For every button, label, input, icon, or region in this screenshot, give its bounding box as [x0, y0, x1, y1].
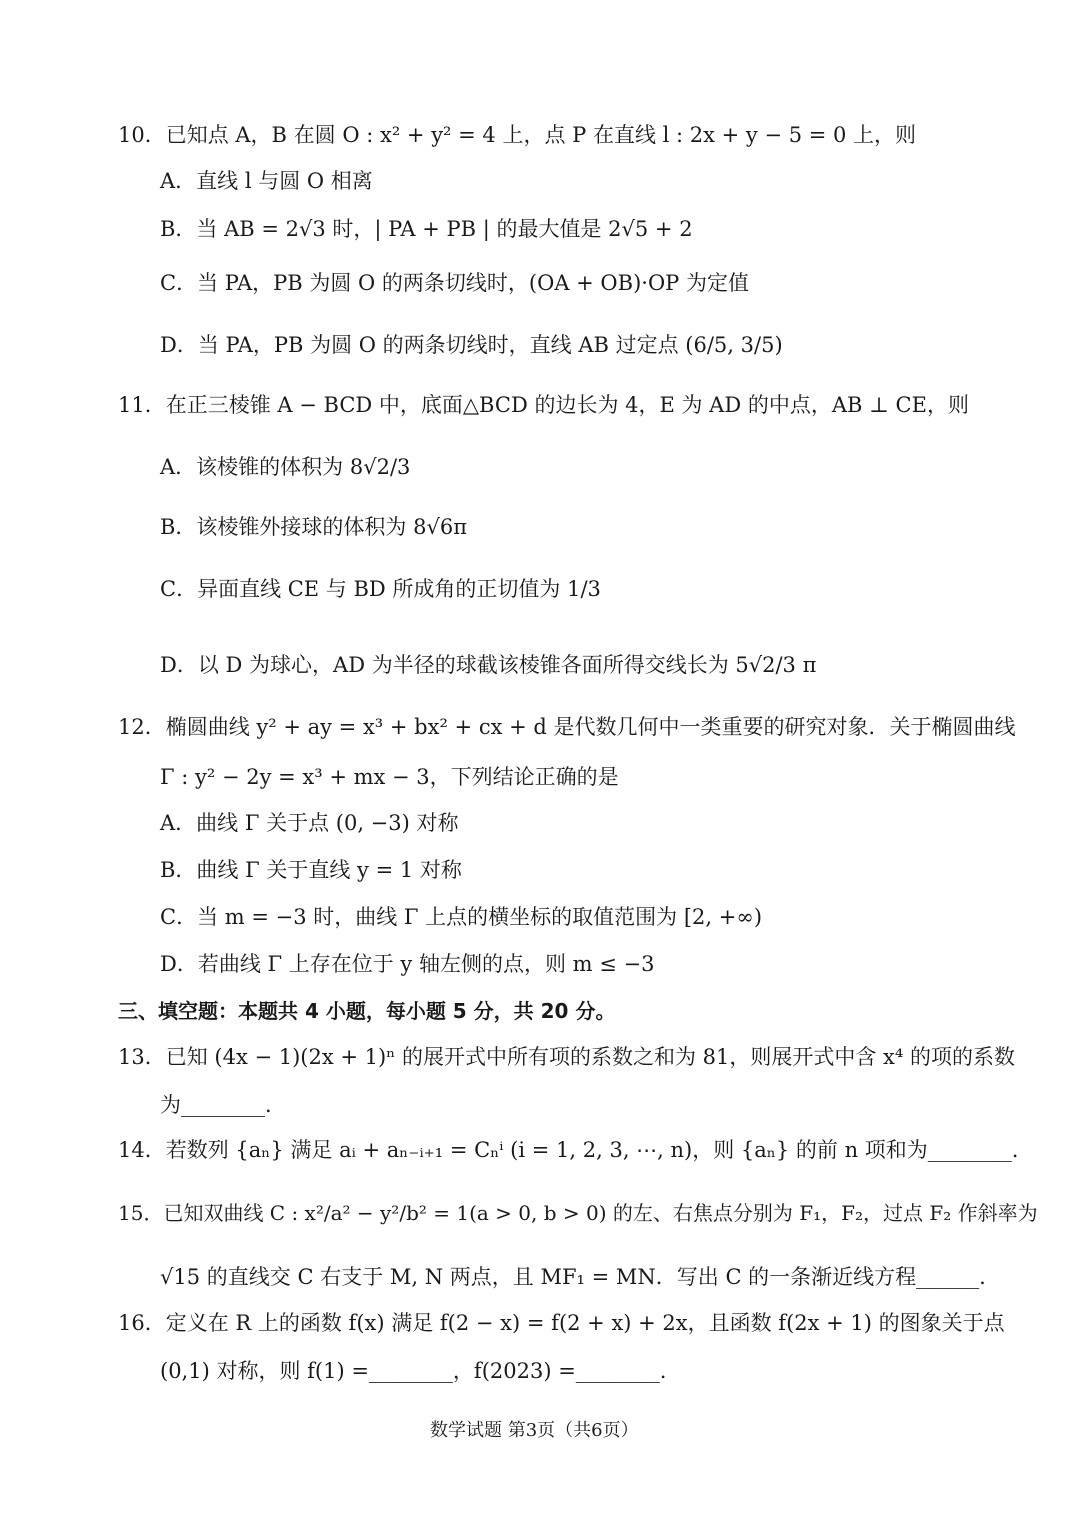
q15-line1: 15．已知双曲线 C : x²/a² − y²/b² = 1(a > 0, b > 0) 的左、右焦点分别为 F₁，F₂，过点 F₂ 作斜率为: [118, 1201, 1038, 1225]
q10-option-a: A．直线 l 与圆 O 相离: [160, 169, 373, 193]
q12-option-d: D．若曲线 Γ 上存在位于 y 轴左侧的点，则 m ≤ −3: [160, 952, 655, 976]
q12-stem-line1: 12．椭圆曲线 y² + ay = x³ + bx² + cx + d 是代数几何中一类重要的研究对象．关于椭圆曲线: [118, 715, 1016, 739]
q13-line1: 13．已知 (4x − 1)(2x + 1)ⁿ 的展开式中所有项的系数之和为 81，则展开式中含 x⁴ 的项的系数: [118, 1045, 1015, 1069]
q12-stem-line2: Γ : y² − 2y = x³ + mx − 3，下列结论正确的是: [160, 765, 619, 789]
q11-option-c: C．异面直线 CE 与 BD 所成角的正切值为 1/3: [160, 577, 601, 601]
q16-line1: 16．定义在 R 上的函数 f(x) 满足 f(2 − x) = f(2 + x) + 2x，且函数 f(2x + 1) 的图象关于点: [118, 1311, 1005, 1335]
q12-option-c: C．当 m = −3 时，曲线 Γ 上点的横坐标的取值范围为 [2, +∞): [160, 905, 763, 929]
q10-option-c: C．当 PA，PB 为圆 O 的两条切线时，(OA + OB)·OP 为定值: [160, 271, 749, 295]
q12-option-b: B．曲线 Γ 关于直线 y = 1 对称: [160, 858, 462, 882]
q13-line2: 为________.: [160, 1093, 272, 1117]
q11-option-d: D．以 D 为球心，AD 为半径的球截该棱锥各面所得交线长为 5√2/3 π: [160, 653, 817, 677]
q11-option-b: B．该棱锥外接球的体积为 8√6π: [160, 515, 468, 539]
q14-line1: 14．若数列 {aₙ} 满足 aᵢ + aₙ₋ᵢ₊₁ = Cₙⁱ (i = 1, 2, 3, ⋯, n)，则 {aₙ} 的前 n 项和为________.: [118, 1138, 1019, 1162]
q12-option-a: A．曲线 Γ 关于点 (0, −3) 对称: [160, 811, 459, 835]
q15-line2: √15 的直线交 C 右支于 M, N 两点，且 MF₁ = MN．写出 C 的一条渐近线方程______.: [160, 1265, 986, 1289]
q10-stem: 10．已知点 A，B 在圆 O : x² + y² = 4 上，点 P 在直线 l : 2x + y − 5 = 0 上，则: [118, 123, 917, 147]
page-footer: 数学试题 第3页（共6页）: [430, 1420, 639, 1441]
q11-stem: 11．在正三棱锥 A − BCD 中，底面△BCD 的边长为 4，E 为 AD 的中点，AB ⊥ CE，则: [118, 393, 969, 417]
q10-option-d: D．当 PA，PB 为圆 O 的两条切线时，直线 AB 过定点 (6/5, 3/5): [160, 333, 783, 357]
q16-line2: (0,1) 对称，则 f(1) =________，f(2023) =________.: [160, 1359, 667, 1383]
q10-option-b: B．当 AB = 2√3 时，| PA + PB | 的最大值是 2√5 + 2: [160, 217, 693, 241]
section-3-heading: 三、填空题：本题共 4 小题，每小题 5 分，共 20 分。: [118, 999, 616, 1023]
q11-option-a: A．该棱锥的体积为 8√2/3: [160, 455, 411, 479]
